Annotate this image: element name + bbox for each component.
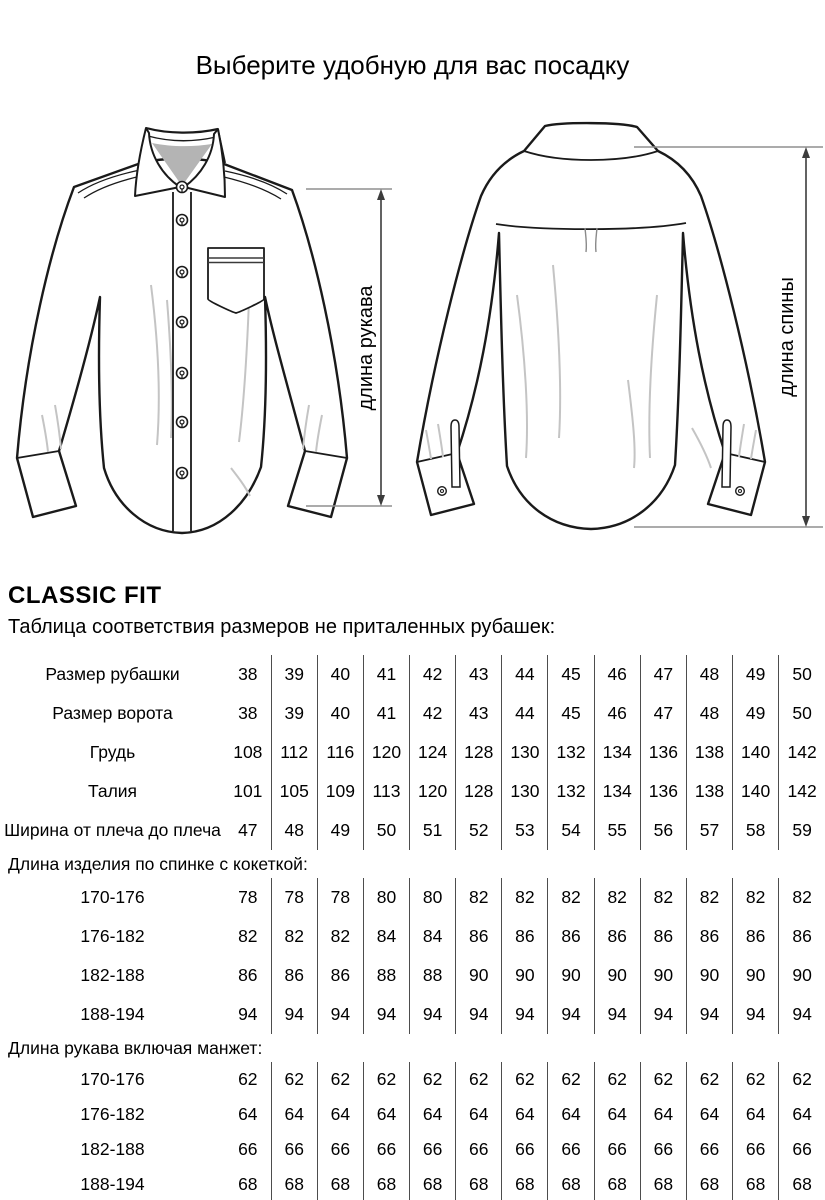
size-value: 136 [640,733,686,772]
size-table-body [0,655,825,1200]
size-value: 39 [271,655,317,694]
size-value: 59 [779,811,825,850]
size-value: 88 [363,956,409,995]
size-value: 78 [238,887,258,907]
size-value: 44 [502,655,548,694]
size-value: 82 [271,917,317,956]
size-value: 68 [271,1167,317,1200]
size-value: 86 [238,965,258,985]
size-value: 94 [502,995,548,1034]
size-value: 64 [502,1097,548,1132]
size-value: 94 [733,995,779,1034]
size-value: 105 [271,772,317,811]
size-value: 86 [686,917,732,956]
size-value: 66 [363,1132,409,1167]
size-value: 132 [548,733,594,772]
size-value: 64 [456,1097,502,1132]
table-row [0,1062,825,1097]
size-value: 68 [779,1167,825,1200]
size-value: 45 [548,694,594,733]
row-label: 176-182 [80,1104,145,1124]
size-value: 66 [779,1132,825,1167]
size-value: 64 [317,1097,363,1132]
table-caption: Таблица соответствия размеров не приталенных рубашек: [8,616,556,638]
row-label: Ширина от плеча до плеча [4,820,221,840]
size-value: 68 [548,1167,594,1200]
size-value: 49 [317,811,363,850]
size-value: 82 [640,878,686,917]
size-value: 64 [779,1097,825,1132]
back-length-label: длина спины [776,277,798,397]
size-value: 41 [363,694,409,733]
size-value: 94 [779,995,825,1034]
size-value: 46 [594,694,640,733]
table-row [0,733,825,772]
size-value: 82 [456,878,502,917]
table-row [0,1097,825,1132]
size-value: 82 [317,917,363,956]
size-value: 56 [640,811,686,850]
size-value: 82 [502,878,548,917]
table-section-header [0,1034,825,1062]
size-value: 47 [640,694,686,733]
size-value: 64 [733,1097,779,1132]
size-value: 64 [410,1097,456,1132]
table-row [0,1167,825,1200]
size-value: 82 [779,878,825,917]
arrow-up-icon [377,189,385,200]
size-value: 134 [594,772,640,811]
row-label: Размер ворота [52,703,173,723]
size-value: 82 [238,926,258,946]
table-row [0,772,825,811]
size-value: 140 [733,772,779,811]
size-value: 138 [686,772,732,811]
size-value: 138 [686,733,732,772]
size-value: 101 [233,781,263,801]
size-value: 94 [410,995,456,1034]
table-row [0,655,825,694]
table-row [0,917,825,956]
table-row [0,956,825,995]
row-label: 170-176 [80,887,145,907]
size-value: 66 [410,1132,456,1167]
size-value: 94 [456,995,502,1034]
size-value: 45 [548,655,594,694]
size-value: 64 [271,1097,317,1132]
table-section-header [0,850,825,878]
size-value: 132 [548,772,594,811]
size-value: 68 [410,1167,456,1200]
size-value: 54 [548,811,594,850]
size-value: 41 [363,655,409,694]
size-table [0,655,825,1200]
size-value: 94 [271,995,317,1034]
size-value: 90 [640,956,686,995]
size-value: 116 [317,733,363,772]
size-value: 82 [594,878,640,917]
size-value: 49 [733,694,779,733]
size-value: 90 [733,956,779,995]
size-value: 62 [363,1062,409,1097]
size-value: 66 [456,1132,502,1167]
size-value: 49 [733,655,779,694]
table-row [0,995,825,1034]
back-shirt-drawing [417,123,765,529]
row-label: Грудь [89,742,136,762]
row-label: Талия [87,781,138,801]
size-value: 113 [363,772,409,811]
row-label: 182-188 [80,1139,145,1159]
size-value: 124 [410,733,456,772]
size-value: 94 [594,995,640,1034]
size-value: 78 [271,878,317,917]
size-value: 66 [594,1132,640,1167]
size-value: 136 [640,772,686,811]
table-row [0,811,825,850]
size-value: 55 [594,811,640,850]
size-value: 62 [317,1062,363,1097]
size-value: 52 [456,811,502,850]
size-value: 62 [456,1062,502,1097]
size-value: 90 [779,956,825,995]
size-value: 50 [779,655,825,694]
size-value: 64 [363,1097,409,1132]
size-value: 64 [548,1097,594,1132]
size-value: 120 [410,772,456,811]
size-value: 94 [317,995,363,1034]
size-value: 82 [733,878,779,917]
row-label: 188-194 [80,1174,145,1194]
row-label: 170-176 [80,1069,145,1089]
size-value: 43 [456,655,502,694]
size-value: 51 [410,811,456,850]
size-value: 38 [238,664,258,684]
size-value: 112 [271,733,317,772]
size-value: 62 [594,1062,640,1097]
size-value: 68 [502,1167,548,1200]
size-value: 128 [456,772,502,811]
size-value: 62 [779,1062,825,1097]
size-value: 94 [238,1004,258,1024]
size-value: 64 [686,1097,732,1132]
size-value: 48 [271,811,317,850]
size-value: 62 [548,1062,594,1097]
size-value: 94 [363,995,409,1034]
size-value: 128 [456,733,502,772]
size-value: 50 [363,811,409,850]
size-value: 68 [594,1167,640,1200]
size-value: 64 [594,1097,640,1132]
size-value: 86 [502,917,548,956]
size-value: 47 [640,655,686,694]
size-value: 86 [779,917,825,956]
row-label: Размер рубашки [45,664,180,684]
section-header-label: Длина изделия по спинке с кокеткой: [8,854,308,874]
size-value: 130 [502,772,548,811]
size-value: 66 [271,1132,317,1167]
table-row [0,1132,825,1167]
size-value: 109 [317,772,363,811]
size-value: 40 [317,694,363,733]
size-value: 82 [686,878,732,917]
size-value: 50 [779,694,825,733]
size-value: 94 [548,995,594,1034]
size-value: 62 [238,1069,258,1089]
size-value: 86 [317,956,363,995]
section-header-label: Длина рукава включая манжет: [8,1038,263,1058]
size-value: 86 [456,917,502,956]
size-value: 84 [410,917,456,956]
size-value: 90 [456,956,502,995]
size-value: 68 [238,1174,258,1194]
size-value: 58 [733,811,779,850]
size-value: 62 [502,1062,548,1097]
size-value: 62 [271,1062,317,1097]
chest-pocket [208,248,264,313]
size-value: 134 [594,733,640,772]
size-value: 66 [317,1132,363,1167]
size-value: 48 [686,655,732,694]
size-value: 88 [410,956,456,995]
fit-heading: CLASSIC FIT [8,582,162,609]
size-value: 62 [733,1062,779,1097]
size-value: 66 [548,1132,594,1167]
size-value: 66 [733,1132,779,1167]
front-shirt-drawing [17,128,347,533]
size-value: 86 [594,917,640,956]
size-value: 94 [686,995,732,1034]
size-value: 80 [410,878,456,917]
size-value: 40 [317,655,363,694]
size-value: 140 [733,733,779,772]
size-value: 53 [502,811,548,850]
size-value: 46 [594,655,640,694]
size-value: 64 [238,1104,258,1124]
size-value: 108 [233,742,263,762]
arrow-down-icon [377,495,385,506]
size-value: 90 [686,956,732,995]
size-value: 42 [410,694,456,733]
size-value: 66 [502,1132,548,1167]
size-value: 142 [779,733,825,772]
sleeve-length-label: длина рукава [355,285,377,411]
size-value: 43 [456,694,502,733]
table-row [0,694,825,733]
row-label: 188-194 [80,1004,145,1024]
size-value: 86 [640,917,686,956]
size-value: 80 [363,878,409,917]
size-value: 47 [238,820,258,840]
size-value: 38 [238,703,258,723]
size-value: 62 [410,1062,456,1097]
size-value: 68 [317,1167,363,1200]
size-value: 68 [456,1167,502,1200]
size-value: 57 [686,811,732,850]
size-value: 62 [640,1062,686,1097]
size-value: 68 [686,1167,732,1200]
size-value: 82 [548,878,594,917]
size-value: 84 [363,917,409,956]
size-value: 86 [548,917,594,956]
row-label: 182-188 [80,965,145,985]
size-value: 44 [502,694,548,733]
size-value: 68 [640,1167,686,1200]
size-value: 42 [410,655,456,694]
size-value: 66 [686,1132,732,1167]
size-value: 86 [271,956,317,995]
arrow-up-icon [802,147,810,158]
size-value: 62 [686,1062,732,1097]
size-value: 48 [686,694,732,733]
size-value: 64 [640,1097,686,1132]
size-value: 90 [594,956,640,995]
size-value: 130 [502,733,548,772]
row-label: 176-182 [80,926,145,946]
size-value: 39 [271,694,317,733]
arrow-down-icon [802,516,810,527]
size-value: 68 [733,1167,779,1200]
size-value: 66 [640,1132,686,1167]
size-value: 78 [317,878,363,917]
size-value: 142 [779,772,825,811]
size-value: 94 [640,995,686,1034]
page-title: Выберите удобную для вас посадку [195,50,630,80]
size-value: 90 [548,956,594,995]
size-value: 120 [363,733,409,772]
size-value: 86 [733,917,779,956]
table-row [0,878,825,917]
shirt-diagram [0,110,825,540]
size-value: 66 [238,1139,258,1159]
size-value: 90 [502,956,548,995]
size-value: 68 [363,1167,409,1200]
